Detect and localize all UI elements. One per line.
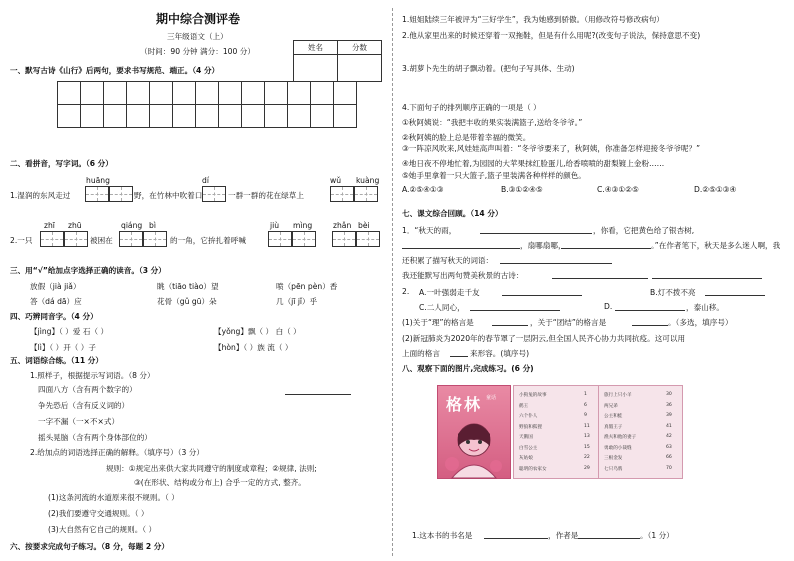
- sentence-item: ③一阵凉风吹来,风娃娃高声叫着：“冬爷爷要来了，秋阿姨，你准备怎样迎接冬爷爷呢？”: [402, 144, 701, 153]
- toc-entry-title: 天鹅国: [519, 435, 533, 440]
- sentence-item: ④地日夜不停地忙着,为园园的大苹果抹红脸蛋儿,给香喷喷的甜梨镀上金粉……: [402, 159, 665, 168]
- right-q3: 3.胡萝卜先生的胡子飘动着。(把句子写具体、生动): [402, 64, 575, 73]
- s7-q4b: 上面的格言: [402, 349, 440, 358]
- s7-q1b: ，你看，它把黄色给了银杏树,: [593, 226, 695, 235]
- choice-item[interactable]: (3)大自然有它自己的规则。（ ）: [48, 525, 157, 534]
- option-b[interactable]: B.③①②④⑤: [501, 185, 543, 194]
- pinyin: bì: [149, 221, 156, 230]
- toc-entry-page: 22: [584, 455, 590, 460]
- pinyin: wǔ: [330, 176, 342, 185]
- toc-entry-page: 70: [666, 465, 672, 471]
- toc-entry-title: 渔夫和他的妻子: [604, 435, 637, 440]
- toc-entry-page: 42: [666, 434, 672, 439]
- page-title: 期中综合测评卷: [156, 12, 241, 26]
- toc-entry-page: 41: [666, 423, 672, 429]
- reading-item[interactable]: 放假（jià jiǎ）: [30, 282, 81, 291]
- score-cell[interactable]: [338, 55, 382, 82]
- s7-q2e: ，泰山移。: [686, 303, 724, 312]
- cover-subtitle: 童话: [486, 395, 497, 401]
- definition: 规则：①规定出来供大家共同遵守的制度或章程；②规律, 法则;: [106, 464, 317, 473]
- reading-item[interactable]: 几（jī jǐ）乎: [276, 297, 318, 306]
- book-cover: [437, 385, 511, 479]
- blank[interactable]: [484, 538, 548, 539]
- blank[interactable]: [470, 310, 560, 311]
- pinyin: kuàng: [356, 176, 380, 185]
- blank[interactable]: [615, 310, 685, 311]
- blank[interactable]: [402, 248, 520, 249]
- sentence-item: ②秋阿姨的脸上总是带着幸福的微笑。: [402, 133, 531, 142]
- cover-title: 格林: [446, 395, 483, 414]
- blank[interactable]: [705, 295, 765, 296]
- toc-entry-title: 灰姑娘: [519, 456, 533, 461]
- pinyin-box[interactable]: [119, 231, 143, 247]
- toc-entry-title: 白雪公主: [519, 445, 538, 451]
- name-header: 姓名: [294, 41, 338, 55]
- line-1-pre: 1.湿润的东风走过: [10, 191, 71, 200]
- homophone-item[interactable]: 【hòn】（ ）族 流（ ）: [214, 343, 293, 352]
- blank[interactable]: [500, 263, 612, 264]
- section-5-heading: 五、词语综合练。（11 分）: [10, 356, 103, 365]
- toc-entry-title: 野狼和狐狸: [519, 424, 542, 430]
- toc-entry-page: 63: [666, 444, 672, 450]
- toc-entry-title: 公主和蛙: [604, 414, 623, 419]
- toc-entry-page: 66: [666, 455, 672, 460]
- s7-q1e: 还积累了描写秋天的词语：: [402, 256, 494, 265]
- s7-q3c: 。（多选，填序号）: [668, 318, 733, 327]
- right-q4: 4.下面句子的排列顺序正确的一项是（ ）: [402, 103, 541, 112]
- pinyin: zhū: [68, 221, 82, 230]
- option-c[interactable]: C.④③①②⑤: [597, 185, 639, 194]
- girl-illustration-icon: [438, 412, 510, 482]
- s7-q1f: 我还能默写出两句赞美秋景的古诗：: [402, 271, 524, 280]
- word-item: 一字不漏（一×不×式）: [38, 417, 120, 426]
- s7-q1d: 。”在作者笔下，秋天是多么迷人啊，我: [651, 241, 781, 250]
- time-info: （时间：90 分钟 满分：100 分）: [140, 47, 255, 56]
- pinyin-box[interactable]: [354, 186, 378, 202]
- section-4-heading: 四、巧辨同音字。（4 分）: [10, 312, 98, 321]
- s7-q2: 2.: [402, 287, 410, 296]
- homophone-item[interactable]: 【yǒng】飘（ ） 白（ ）: [214, 327, 301, 336]
- s8-q1: 1.这本书的书名是: [412, 531, 473, 540]
- toc-entry-page: 6: [584, 402, 587, 408]
- s7-q1c: ，扇哪扇哪，: [520, 241, 566, 250]
- section-1-heading: 一、默写古诗《山行》后两句，要求书写规范、端正。（4 分）: [10, 66, 220, 75]
- section-8-heading: 八、观察下面的图片,完成练习。(6 分): [402, 364, 534, 373]
- writing-grid[interactable]: [57, 81, 357, 128]
- pinyin-box[interactable]: [64, 231, 88, 247]
- pinyin-box[interactable]: [40, 231, 64, 247]
- blank[interactable]: [492, 325, 528, 326]
- pinyin-box[interactable]: [143, 231, 167, 247]
- score-table: [293, 40, 382, 82]
- blank[interactable]: [480, 233, 592, 234]
- pinyin-box[interactable]: [330, 186, 354, 202]
- q1-label: 1.照样子，根据提示写词语。（8 分）: [30, 371, 155, 380]
- column-divider: [392, 8, 394, 556]
- line-2-pre: 2.一只: [10, 236, 33, 245]
- toc-entry-title: 鹤王: [519, 403, 529, 409]
- pinyin: dí: [202, 176, 209, 185]
- toc-entry-page: 39: [666, 413, 672, 418]
- pinyin: zhī: [44, 221, 55, 230]
- toc-divider: [598, 386, 599, 478]
- reading-item[interactable]: 喷（pēn pèn）香: [276, 282, 338, 291]
- s8-q1b: ，作者是: [548, 531, 579, 540]
- toc-entry-page: 36: [666, 402, 672, 408]
- pinyin-box[interactable]: [356, 231, 380, 247]
- blank[interactable]: [502, 295, 582, 296]
- toc-entry-title: 六个仆人: [519, 414, 538, 419]
- right-q2: 2.他从家里出来的时候还穿着一双拖鞋，但是有什么用呢?(改变句子说法，保持意思不变): [402, 31, 701, 40]
- choice-item[interactable]: (1)这条河流的水道原来很不规则。（ ）: [48, 493, 179, 502]
- pinyin-box[interactable]: [85, 186, 109, 202]
- reading-item[interactable]: 花骨（gǔ gū）朵: [157, 297, 217, 306]
- s7-q2c: C.二人同心，: [419, 303, 465, 312]
- pinyin-box[interactable]: [268, 231, 292, 247]
- s8-q1c: 。（1 分）: [640, 531, 674, 540]
- s7-q3b: ，关于“团结”的格言是: [530, 318, 607, 327]
- answer-line[interactable]: [285, 394, 351, 395]
- option-a[interactable]: A.②⑤④①③: [402, 185, 444, 194]
- pinyin-box[interactable]: [109, 186, 133, 202]
- q2-label: 2.给加点的词语选择正确的解释。（填序号）（3 分）: [30, 448, 204, 457]
- toc-entry-title: 七只乌鸦: [604, 466, 623, 472]
- homophone-item[interactable]: 【lì】（ ）开（ ）子: [30, 343, 96, 352]
- blank[interactable]: [632, 325, 668, 326]
- toc-entry-title: 两兄弟: [604, 403, 618, 409]
- pinyin: bèi: [358, 221, 370, 230]
- line-2-mid2: 的一角，它拚扎着呼喊: [170, 236, 246, 245]
- toc-entry-page: 30: [666, 392, 672, 397]
- toc-entry-page: 11: [584, 423, 590, 429]
- toc-entry-title: 旅行上只小羊: [604, 393, 632, 398]
- toc-entry-title: 小狗兔的故事: [519, 393, 547, 398]
- right-q1: 1.姐姐陆续三年被评为“三好学生”，我为她感到骄傲。（用修改符号修改病句）: [402, 15, 664, 24]
- s7-q1a: 1．“秋天的雨，: [402, 226, 457, 235]
- section-3-heading: 三、用“√”给加点字选择正确的读音。（3 分）: [10, 266, 166, 275]
- reading-item[interactable]: 眺（tiāo tiào）望: [157, 282, 219, 291]
- choice-item[interactable]: (2)我们要遵守交通规则。（ ）: [48, 509, 149, 518]
- s7-q4c: 来形容。(填序号): [470, 349, 530, 358]
- pinyin: zhǎn: [333, 221, 352, 230]
- s7-q2a: A.一叶强弱走千友: [419, 288, 480, 297]
- toc-entry-page: 13: [584, 434, 590, 439]
- score-header: 分数: [338, 41, 382, 55]
- blank[interactable]: [450, 356, 468, 357]
- pinyin-box[interactable]: [332, 231, 356, 247]
- option-d[interactable]: D.②⑤①③④: [694, 185, 737, 194]
- blank[interactable]: [652, 278, 762, 279]
- word-item: 争先恐后（含有反义词的）: [38, 401, 130, 410]
- pinyin: jiù: [270, 221, 280, 230]
- s7-q2b: B.灯不拨不亮: [650, 288, 696, 297]
- name-cell[interactable]: [294, 55, 338, 82]
- toc-entry-page: 1: [584, 392, 587, 397]
- pinyin: qiáng: [121, 221, 143, 230]
- s7-q3: (1)关于“理”的格言是: [402, 318, 474, 327]
- line-1-mid2: 一群一群的花在绿草上: [228, 191, 304, 200]
- s7-q2d: D.: [604, 302, 613, 311]
- pinyin: mìng: [293, 221, 313, 230]
- blank[interactable]: [552, 278, 648, 279]
- blank[interactable]: [578, 538, 640, 539]
- section-2-heading: 二、看拼音，写字词。（6 分）: [10, 159, 113, 168]
- table-of-contents: [513, 385, 683, 479]
- word-item: 四面八方（含有两个数字的）: [38, 385, 137, 394]
- pinyin: huāng: [86, 176, 110, 185]
- line-2-mid1: 被困在: [90, 236, 113, 245]
- toc-entry-title: 聪明的农家女: [519, 466, 547, 472]
- sentence-item: ⑤她手里拿着一只大篮子,篮子里装满各种样样的颜色。: [402, 171, 586, 180]
- pinyin-box[interactable]: [292, 231, 316, 247]
- page-subtitle: 三年级语文（上）: [167, 32, 228, 41]
- book-illustration: [437, 385, 685, 479]
- pinyin-box[interactable]: [202, 186, 226, 202]
- reading-item[interactable]: 答（dá dā）应: [30, 297, 82, 306]
- section-6-heading: 六、按要求完成句子练习。（8 分，每题 2 分）: [10, 542, 169, 551]
- toc-entry-page: 15: [584, 444, 590, 450]
- definition: ③(在形状、结构或分布上) 合乎一定的方式, 整齐。: [134, 478, 306, 487]
- homophone-item[interactable]: 【jìng】（ ）爱 石（ ）: [30, 327, 109, 336]
- s7-q4: (2)新冠肺炎为2020年的春节罩了一层阴云,但全国人民齐心协力共同抗疫。这可以用: [402, 334, 686, 343]
- toc-entry-title: 勇敢的小裁缝: [604, 445, 632, 451]
- blank[interactable]: [561, 248, 651, 249]
- line-1-mid1: 野，在竹林中吹着口: [134, 191, 203, 200]
- toc-entry-page: 9: [584, 413, 587, 418]
- section-7-heading: 七、课文综合回顾。（14 分）: [402, 209, 503, 218]
- toc-entry-page: 29: [584, 465, 590, 471]
- toc-entry-title: 三根金发: [604, 456, 623, 461]
- sentence-item: ①秋阿姨说：“我把丰收的果实装满篮子,送给冬爷爷。”: [402, 118, 583, 127]
- word-item: 摇头晃脑（含有两个身体部位的）: [38, 433, 152, 442]
- toc-entry-title: 真假王子: [604, 424, 623, 430]
